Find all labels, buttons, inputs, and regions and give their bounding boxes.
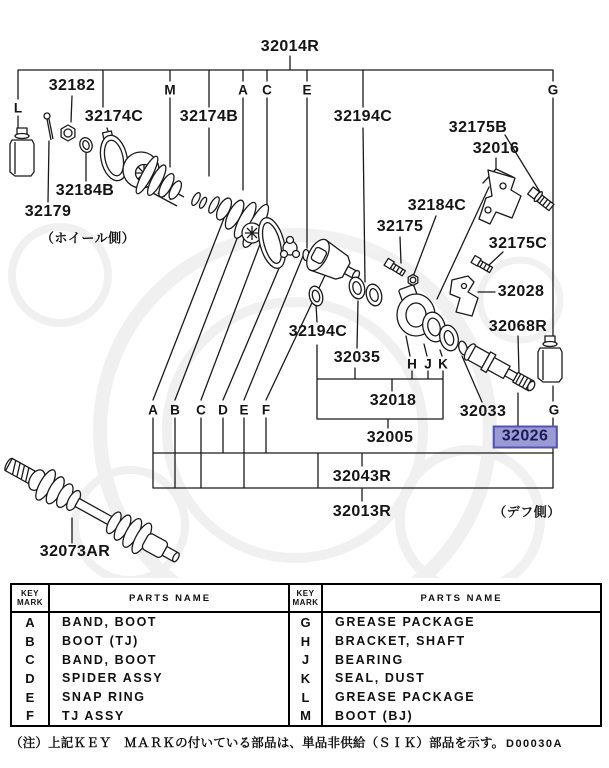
part-label-32005: 32005 [366,429,414,446]
legend-table-right [288,583,602,727]
washer-32035-part [347,275,367,300]
key-letter-a-top: A [238,82,248,98]
document-code: D00030A [506,738,563,750]
part-label-32174b: 32174B [179,108,239,125]
key-letter-k: K [438,356,448,372]
seal-part-outer [364,282,384,307]
parts-name-header: PARTS NAME [420,592,503,604]
key-letter-l: L [13,100,23,116]
diff-side-label: （デフ側） [493,504,561,520]
wheel-side-label: （ホイール側） [40,230,136,246]
washer-part [78,136,94,154]
row-name: BRACKET, SHAFT [335,634,466,648]
part-label-32013r: 32013R [332,503,392,520]
part-label-32175: 32175 [376,218,424,235]
part-label-32175c: 32175C [488,235,548,252]
support-bracket-32016-part [479,170,521,224]
key-letter-g-bottom: G [548,402,560,418]
row-name: BOOT (TJ) [62,634,139,648]
grease-bottle-left [10,128,34,176]
row-key: H [290,632,323,651]
key-letter-d-bottom: D [218,402,228,418]
row-name: BAND, BOOT [62,652,158,667]
part-label-32035: 32035 [333,349,381,366]
part-label-32073ar: 32073AR [39,543,111,560]
row-name: SPIDER ASSY [62,671,164,686]
cotter-pin [44,113,53,140]
table-row [12,650,290,669]
row-name: BEARING [335,652,404,667]
table-row [12,613,290,632]
part-label-32028: 32028 [497,283,545,300]
key-letter-c-bottom: C [196,402,206,418]
key-letter-c-top: C [262,82,272,98]
nut-32184c-part [408,275,418,286]
part-label-32033: 32033 [459,403,507,420]
part-label-32194c-top: 32194C [333,108,393,125]
key-letter-e-top: E [302,82,312,98]
shaft-rings [190,191,208,210]
nut-part [61,125,75,141]
row-name: SEAL, DUST [335,671,426,686]
row-key: D [12,669,50,688]
table-row [12,669,290,688]
key-letter-g-top: G [547,82,559,98]
bolt-32175b-part [527,186,556,212]
part-label-32184c: 32184C [407,197,467,214]
key-letter-h: H [407,356,417,372]
row-name: GREASE PACKAGE [335,690,476,705]
table-row [290,669,600,688]
table-row [12,706,290,725]
table-row [12,688,290,707]
footnote: （注）上記ＫＥＹ ＭＡＲＫの付いている部品は、単品非供給（ＳＩＫ）部品を示す。 [10,736,505,750]
key-letter-f-bottom: F [261,402,271,418]
row-key: A [12,613,50,632]
key-letter-j: J [424,356,432,372]
row-name: BAND, BOOT [62,615,158,630]
part-label-32174c: 32174C [84,108,144,125]
row-key: L [290,688,323,707]
part-label-32175b: 32175B [448,119,508,136]
part-label-32179: 32179 [24,203,72,220]
row-key: G [290,613,323,632]
table-row [290,613,600,632]
table-row [290,706,600,725]
row-name: SNAP RING [62,690,146,705]
part-label-32016: 32016 [472,140,520,157]
part-label-32068r: 32068R [488,318,548,335]
part-label-32182: 32182 [48,77,96,94]
row-name: TJ ASSY [62,708,125,723]
table-row [290,632,600,651]
grease-bottle-right [538,336,562,382]
row-name: GREASE PACKAGE [335,615,476,630]
row-key: K [290,669,323,688]
part-label-32018: 32018 [369,392,417,409]
key-letter-b-bottom: B [170,402,180,418]
row-key: C [12,650,50,669]
key-letter-e-bottom: E [239,402,249,418]
table-row [12,632,290,651]
part-label-32194c-lower: 32194C [288,323,348,340]
part-label-32184b: 32184B [55,182,115,199]
row-key: M [290,706,323,725]
part-label-32014r: 32014R [260,38,320,55]
part-label-32026-selected[interactable]: 32026 [493,426,558,449]
part-label-32043r: 32043R [332,468,392,485]
key-mark-header: KEY MARK [12,585,50,611]
table-row [290,688,600,707]
row-name: BOOT (BJ) [335,708,414,723]
key-letter-a-bottom: A [148,402,158,418]
key-letter-m: M [164,82,176,98]
row-key: J [290,650,323,669]
row-key: B [12,632,50,651]
row-key: F [12,706,50,725]
row-key: E [12,688,50,707]
parts-name-header: PARTS NAME [128,592,212,604]
table-row [290,650,600,669]
legend-table-left [10,583,292,727]
key-mark-header: KEY MARK [290,585,323,611]
